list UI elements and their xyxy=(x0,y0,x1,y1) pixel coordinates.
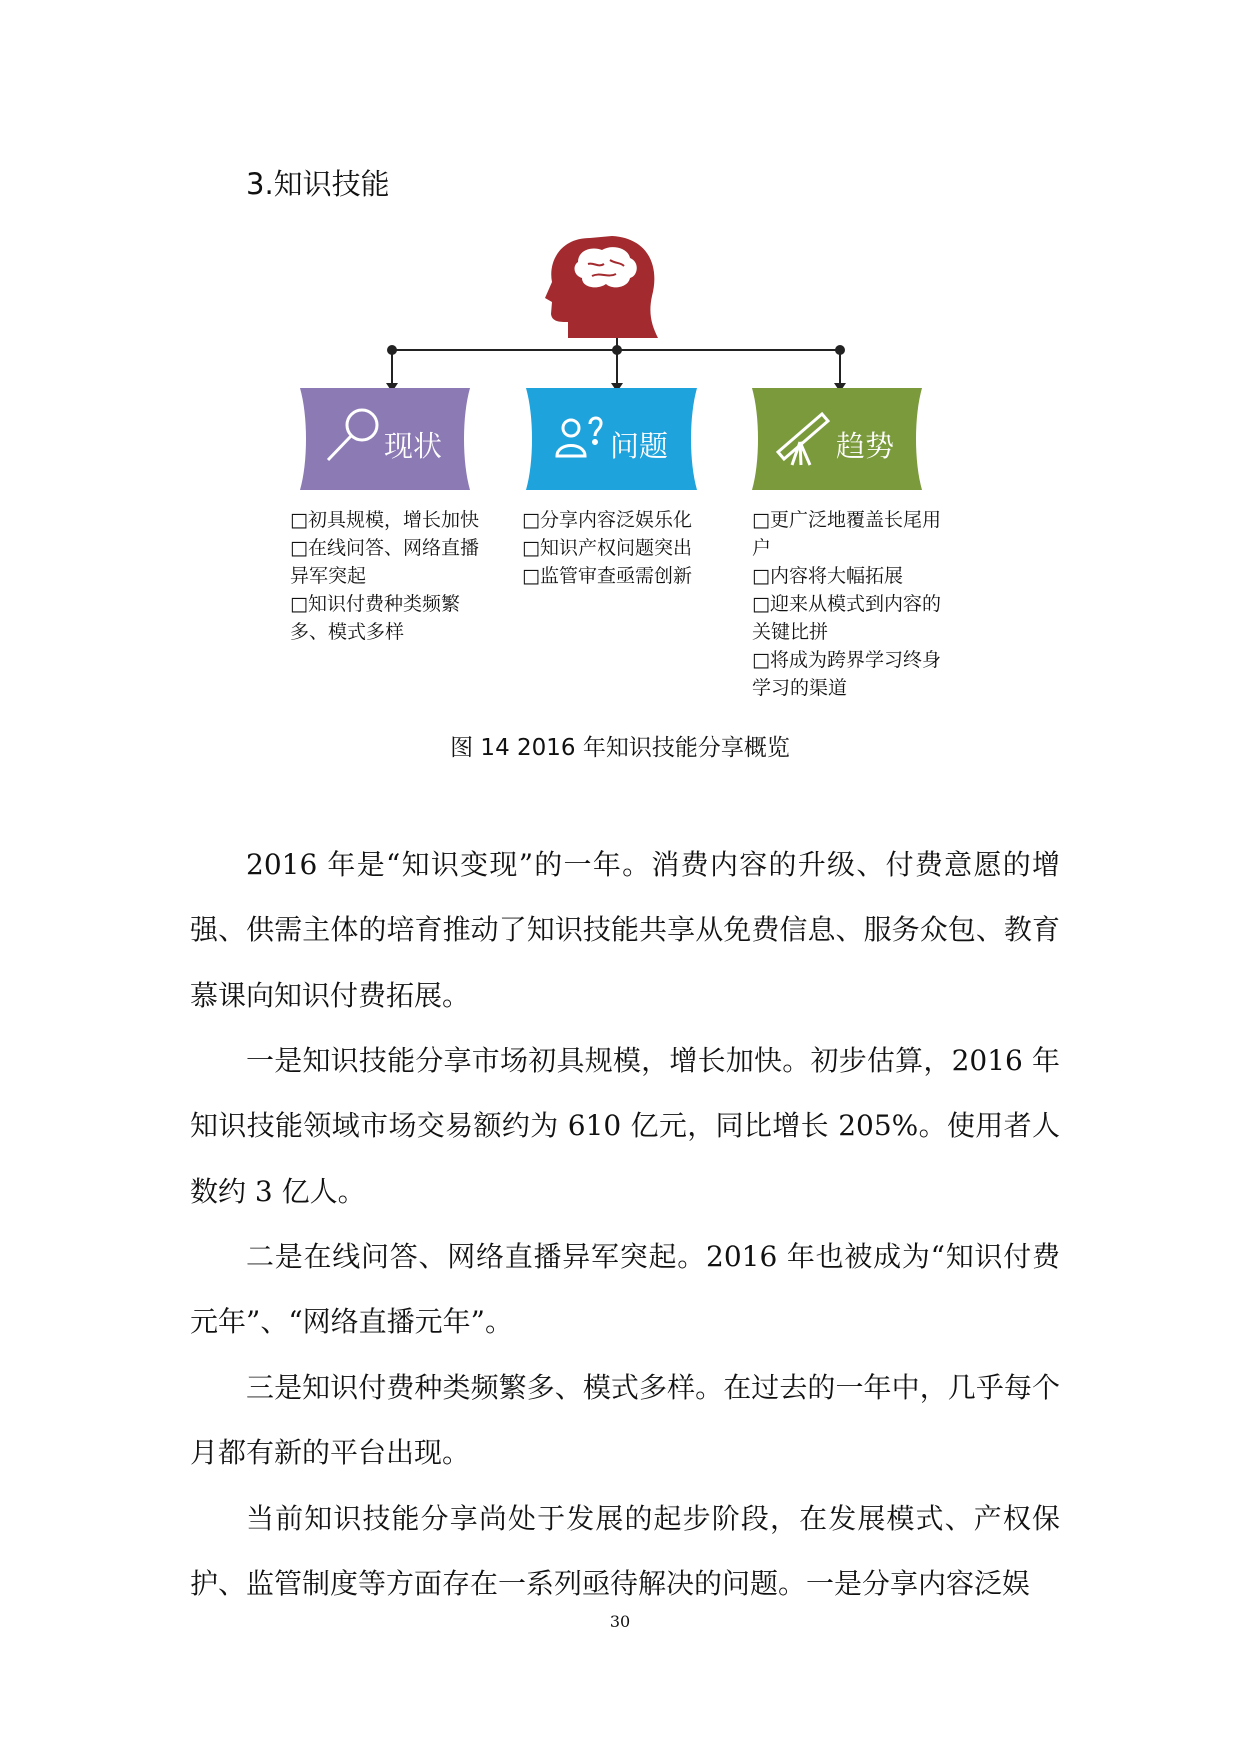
list-item: □将成为跨界学习终身学习的渠道 xyxy=(752,649,941,699)
body-paragraph: 2016 年是“知识变现”的一年。消费内容的升级、付费意愿的增强、供需主体的培育推动了知识技能共享从免费信息、服务众包、教育慕课向知识付费拓展。 xyxy=(190,848,1060,1012)
section-heading: 3.知识技能 xyxy=(246,167,390,201)
list-item: □监管审查亟需创新 xyxy=(522,565,692,587)
connector-lines xyxy=(392,338,840,384)
list-item: □更广泛地覆盖长尾用户 xyxy=(752,509,941,559)
body-paragraph: 当前知识技能分享尚处于发展的起步阶段，在发展模式、产权保护、监管制度等方面存在一系列亟待解决的问题。一是分享内容泛娱 xyxy=(190,1502,1060,1601)
connector-dot xyxy=(835,345,845,355)
problem-box-label: 问题 xyxy=(610,429,669,463)
head-brain-icon xyxy=(545,236,658,338)
page-number: 30 xyxy=(609,1612,631,1631)
connector-dot xyxy=(612,345,622,355)
list-item: □内容将大幅拓展 xyxy=(752,565,903,587)
status-box-label: 现状 xyxy=(384,429,443,463)
trend-box-label: 趋势 xyxy=(836,429,895,463)
trend-list xyxy=(752,506,952,702)
body-paragraph: 一是知识技能分享市场初具规模，增长加快。初步估算，2016 年知识技能领域市场交易额约为 610 亿元，同比增长 205%。使用者人数约 3 亿人。 xyxy=(190,1044,1060,1208)
list-item: □在线问答、网络直播异军突起 xyxy=(290,537,479,587)
body-paragraph: 二是在线问答、网络直播异军突起。2016 年也被成为“知识付费元年”、“网络直播元年”。 xyxy=(190,1240,1060,1339)
list-item: □分享内容泛娱乐化 xyxy=(522,509,692,531)
knowledge-skills-diagram xyxy=(0,0,1240,720)
connector-dot xyxy=(387,345,397,355)
figure-caption: 图 14 2016 年知识技能分享概览 xyxy=(450,735,790,761)
problem-list xyxy=(522,506,722,590)
list-item: □知识付费种类频繁多、模式多样 xyxy=(290,593,460,643)
list-item: □知识产权问题突出 xyxy=(522,537,692,559)
list-item: □初具规模，增长加快 xyxy=(290,509,479,531)
body-paragraph: 三是知识付费种类频繁多、模式多样。在过去的一年中，几乎每个月都有新的平台出现。 xyxy=(190,1371,1060,1470)
list-item: □迎来从模式到内容的关键比拼 xyxy=(752,593,941,643)
status-list xyxy=(290,506,490,646)
